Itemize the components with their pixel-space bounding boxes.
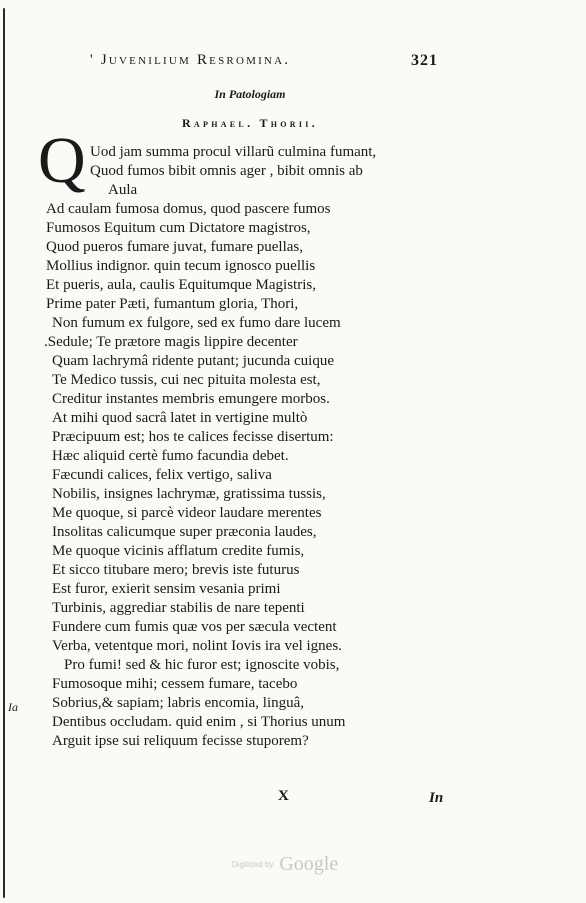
margin-note: Ia — [8, 700, 18, 714]
poem-line: Et pueris, aula, caulis Equitumque Magistris, — [46, 277, 316, 293]
watermark-brand: Google — [279, 853, 339, 875]
poem-line: Præcipuum est; hos te calices fecisse disertum: — [52, 429, 334, 445]
poem-line: Est furor, exierit sensim vesania primi — [52, 581, 281, 597]
catchword: In — [429, 790, 444, 806]
poem-line: Creditur instantes membris emungere morbos. — [52, 391, 330, 407]
poem-line: Ad caulam fumosa domus, quod pascere fumos — [46, 201, 331, 217]
binding-edge — [3, 8, 5, 898]
poem-line: Et sicco titubare mero; brevis iste futurus — [52, 562, 300, 578]
poem-line: Fundere cum fumis quæ vos per sæcula vectent — [52, 619, 337, 635]
poem-line: Fumosoque mihi; cessem fumare, tacebo — [52, 676, 298, 692]
poem-line: Fumosos Equitum cum Dictatore magistros, — [46, 220, 311, 236]
poem-line: Arguit ipse sui reliquum fecisse stuporem? — [52, 733, 309, 749]
poem-line: Nobilis, insignes lachrymæ, gratissima tussis, — [52, 486, 326, 502]
poem-line: Quam lachrymâ ridente putant; jucunda cuique — [52, 353, 334, 369]
poem-line: Non fumum ex fulgore, sed ex fumo dare lucem — [52, 315, 341, 331]
poem-line: Uod jam summa procul villarũ culmina fumant, — [90, 144, 377, 160]
poem-line: Dentibus occludam. quid enim , si Thorius unum — [52, 714, 346, 730]
digitized-watermark — [232, 853, 338, 876]
poem-line: Aula — [108, 182, 138, 198]
poem-title: In Patologiam — [214, 87, 286, 101]
poem-line: Hæc aliquid certè fumo facundia debet. — [52, 448, 289, 464]
poem-line: Pro fumi! sed & hic furor est; ignoscite vobis, — [64, 657, 340, 673]
poem-line: Prime pater Pæti, fumantum gloria, Thori, — [46, 296, 299, 312]
watermark-prefix: Digitized by — [232, 860, 274, 869]
poem-line: Verba, vetentque mori, nolint Iovis ira vel ignes. — [52, 638, 342, 654]
poem-line: Te Medico tussis, cui nec pituita molesta est, — [52, 372, 321, 388]
poem-line: Me quoque vicinis afflatum credite fumis, — [52, 543, 305, 559]
poem-line: Quod fumos bibit omnis ager , bibit omnis ab — [90, 163, 363, 179]
poem-line: Insolitas calicumque super præconia laudes, — [52, 524, 317, 540]
poem-line: Mollius indignor. quin tecum ignosco puellis — [46, 258, 316, 274]
poem-line: .Sedule; Te prætore magis lippire decenter — [44, 334, 298, 350]
poem-line: Fæcundi calices, felix vertigo, saliva — [52, 467, 272, 483]
drop-cap: Q — [38, 124, 86, 197]
poem-line: Quod pueros fumare juvat, fumare puellas, — [46, 239, 303, 255]
page-number: 321 — [411, 52, 438, 69]
poem-line: Turbinis, aggrediar stabilis de nare tepenti — [52, 600, 305, 616]
signature-mark: X — [278, 788, 289, 804]
running-head: ' Juvenilium Resromina. — [90, 52, 291, 68]
poem-line: Me quoque, si parcè videor laudare merentes — [52, 505, 322, 521]
poem-line: Sobrius,& sapiam; labris encomia, linguâ, — [52, 695, 305, 711]
poem-subtitle: Raphael. Thorii. — [181, 116, 319, 130]
poem-line: At mihi quod sacrâ latet in vertigine multò — [52, 410, 308, 426]
